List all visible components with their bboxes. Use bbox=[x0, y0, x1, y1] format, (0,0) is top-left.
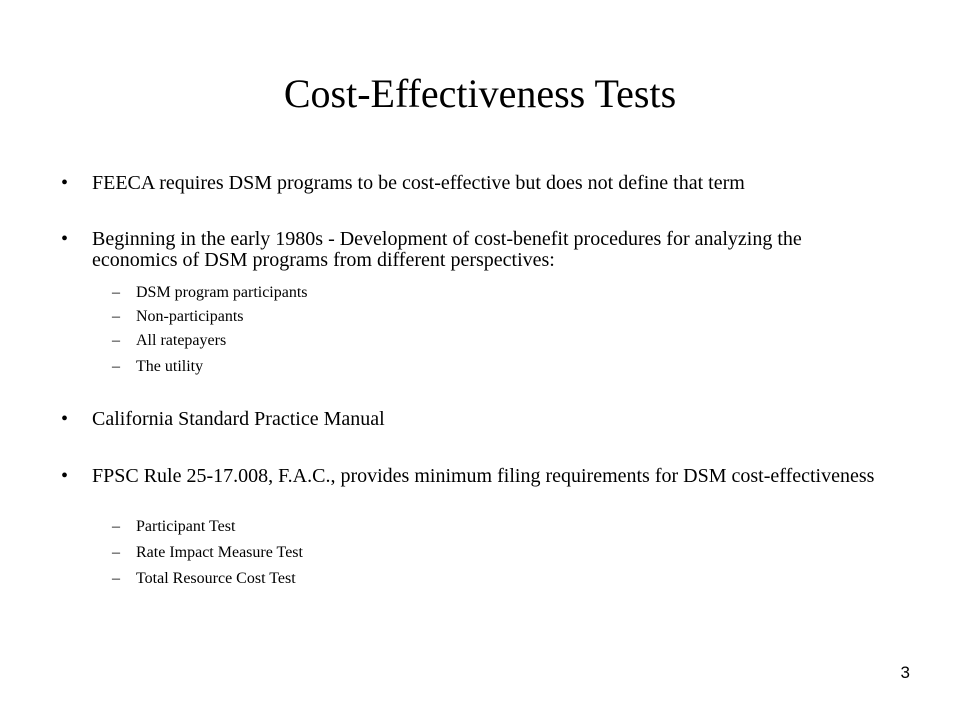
bullet-text: Beginning in the early 1980s - Development of cost-benefit procedures for analyzing the economics of DSM programs from different perspectives: bbox=[92, 228, 802, 271]
bullet-item bbox=[61, 465, 882, 487]
sub-item bbox=[112, 308, 836, 326]
sub-item bbox=[112, 544, 836, 562]
bullet-item bbox=[61, 408, 882, 430]
sub-item-marker: – bbox=[112, 570, 120, 587]
bullet-text: California Standard Practice Manual bbox=[92, 408, 385, 430]
sub-item-marker: – bbox=[112, 308, 120, 325]
sub-item bbox=[112, 570, 836, 588]
sub-item-text: Rate Impact Measure Test bbox=[136, 544, 303, 561]
slide-title: Cost-Effectiveness Tests bbox=[283, 71, 677, 116]
bullet-text: FEECA requires DSM programs to be cost-effective but does not define that term bbox=[92, 172, 745, 194]
sub-item-marker: – bbox=[112, 284, 120, 301]
sub-item bbox=[112, 332, 836, 350]
bullet-marker: • bbox=[61, 172, 69, 194]
bullet-marker: • bbox=[61, 228, 69, 250]
bullet-item bbox=[61, 172, 882, 194]
sub-item-text: The utility bbox=[136, 358, 204, 375]
sub-item bbox=[112, 518, 836, 536]
page-number: 3 bbox=[900, 663, 910, 682]
sub-item-marker: – bbox=[112, 544, 120, 561]
sub-item-text: Participant Test bbox=[136, 518, 236, 535]
sub-item-text: DSM program participants bbox=[136, 284, 308, 301]
bullet-item bbox=[61, 228, 882, 271]
sub-item bbox=[112, 284, 836, 302]
bullet-text: FPSC Rule 25-17.008, F.A.C., provides minimum filing requirements for DSM cost-effectiveness bbox=[92, 465, 875, 487]
sub-item-marker: – bbox=[112, 518, 120, 535]
sub-item-text: Total Resource Cost Test bbox=[136, 570, 296, 587]
sub-item-marker: – bbox=[112, 332, 120, 349]
sub-item-marker: – bbox=[112, 358, 120, 375]
bullet-marker: • bbox=[61, 465, 69, 487]
bullet-marker: • bbox=[61, 408, 69, 430]
sub-item bbox=[112, 358, 836, 376]
sub-item-text: All ratepayers bbox=[136, 332, 227, 349]
sub-item-text: Non-participants bbox=[136, 308, 244, 325]
